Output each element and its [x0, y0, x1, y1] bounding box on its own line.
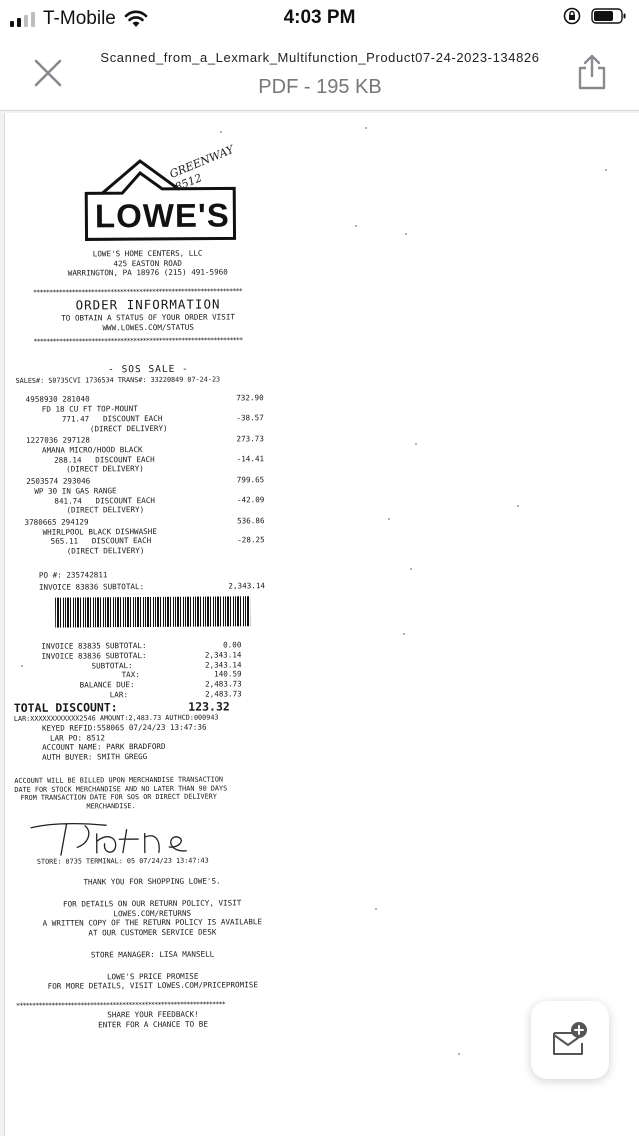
receipt: LOWE'S GREENWAY 8512 LOWE'S HOME CENTERS, LLC 425 EASTON ROAD WARRINGTON, PA 18976 (215) 491-5960 ***************************************************************** ORDER INFORMATION TO OBTAIN A STATUS OF YOUR ORDER VISIT WWW.LOWES.COM/STATUS ***************************************************************** - SOS SALE - SALES#: S0735CVI 1736534 TRANS#: 33220849 07-24-23 4958930 281040 732.90 FD 18 CU FT TOP-MOUNT 771.47 DISCOUNT EACH -38.57 (DIRECT DELIVERY) 1227036 297128 273.73 AMANA MICRO/HOOD BLACK 288.14 DISCOUNT EACH -14.41 (DIRECT DELIVERY) 2503574 293046 799.65 WP 30 IN GAS RANGE 841.74 DISCOUNT EACH -42.09 (DIRECT DELIVERY) 3780665 294129 536.86 WHIRLPOOL BLACK DISHWASHE 565.11 DISCOUNT EACH -28.25 (DIRECT DELIVERY) PO #: 235742811 INVOICE 83836 SUBTOTAL: 2,343.14 INVOICE 83835 SUBTOTAL: 0.00 INVOICE 83836 SUBTOTAL: 2,343.14 SUBTOTAL: 2,343.14 TAX: 140.59 BALANCE DUE: 2,483.73 LAR: 2,483.73 TOTAL DISCOUNT: 123.32 LAR:XXXXXXXXXXXX2546 AMOUNT:2,483.73 AUTHCD:000943 KEYED REFID:558065 07/24/23 13:47:36 LAR PO: 8512 ACCOUNT NAME: PARK BRADFORD AUTH BUYER: SMITH GREGG ACCOUNT WILL BE BILLED UPON MERCHANDISE TRANSACTION DATE FOR STOCK MERCHANDISE AND NO LATER THAN 90 DAYS FROM TRANSACTION DATE FOR SOS OR DIRECT DELIVERY MERCHANDISE. STORE: 0735 TERMINAL: 05 07/24/23 13:47:43 THANK YOU FOR SHOPPING LOWE'S. FOR DETAILS ON OUR RETURN POLICY, VISIT LOWES.COM/RETURNS A WRITTEN COPY OF THE RETURN POLICY IS AVAILABLE AT OUR CUSTOMER SERVICE DESK STORE MANAGER: LISA MANSELL LOWE'S PRICE PROMISE FOR MORE DETAILS, VISIT LOWES.COM/PRICEPROMISE ***************************************************************** SHARE YOUR FEEDBACK! ENTER FOR A CHANCE TO BE [32, 152, 268, 1030]
mail-add-icon [551, 1021, 589, 1059]
close-icon[interactable] [30, 55, 66, 91]
payment-details: LAR:XXXXXXXXXXXX2546 AMOUNT:2,483.73 AUTHCD:000943 KEYED REFID:558065 07/24/23 13:47:36 LAR PO: 8512 ACCOUNT NAME: PARK BRADFORD AUTH BUYER: SMITH GREGG [13, 713, 219, 762]
pdf-page[interactable] [4, 113, 639, 1136]
status-right [563, 7, 627, 25]
return-policy: FOR DETAILS ON OUR RETURN POLICY, VISIT LOWES.COM/RETURNS A WRITTEN COPY OF THE RETURN POLICY IS AVAILABLE AT OUR CUSTOMER SERVICE DESK [42, 898, 263, 938]
lowes-logo [82, 142, 243, 243]
clock: 4:03 PM [283, 7, 356, 28]
po-line: PO #: 235742811 [38, 570, 108, 580]
share-icon[interactable] [575, 52, 609, 92]
invoice-subtotal: INVOICE 83836 SUBTOTAL: 2,343.14 [38, 580, 265, 592]
order-info-title: ORDER INFORMATION [75, 296, 221, 313]
store-manager: STORE MANAGER: LISA MANSELL [90, 949, 215, 960]
line-item: 1227036 297128 273.73 AMANA MICRO/HOOD BLACK 288.14 DISCOUNT EACH -14.41 (DIRECT DELIVERY) [25, 434, 265, 474]
line-items [24, 393, 265, 557]
file-meta: PDF - 195 KB [258, 76, 382, 98]
carrier-label: T-Mobile [43, 8, 116, 29]
totals: INVOICE 83835 SUBTOTAL: 0.00 INVOICE 83836 SUBTOTAL: 2,343.14 SUBTOTAL: 2,343.14 TAX: 140.59 BALANCE DUE: 2,483.73 LAR: 2,483.73 [41, 640, 242, 700]
thank-you: THANK YOU FOR SHOPPING LOWE'S. [83, 876, 221, 887]
total-discount: TOTAL DISCOUNT: 123.32 [13, 699, 230, 715]
divider: ***************************************************************** [33, 335, 243, 346]
divider: ***************************************************************** [32, 287, 242, 297]
line-item: 2503574 293046 799.65 WP 30 IN GAS RANGE 841.74 DISCOUNT EACH -42.09 (DIRECT DELIVERY) [26, 475, 265, 515]
orientation-lock-icon [563, 7, 581, 25]
line-item: 4958930 281040 732.90 FD 18 CU FT TOP-MOUNT 771.47 DISCOUNT EACH -38.57 (DIRECT DELIVERY) [25, 393, 264, 433]
document-header [0, 38, 639, 111]
mail-add-button[interactable] [531, 1001, 609, 1079]
sale-title: - SOS SALE - [108, 363, 189, 375]
divider: ***************************************************************** [15, 1000, 225, 1011]
file-name: Scanned_from_a_Lexmark_Multifunction_Product07-24-2023-134826 [100, 50, 540, 65]
handwritten-note: GREENWAY 8512 [167, 142, 236, 194]
store-terminal: STORE: 0735 TERMINAL: 05 07/24/23 13:47:43 [36, 856, 209, 866]
barcode [55, 597, 250, 628]
logo-text: LOWE'S [94, 196, 230, 235]
store-address: LOWE'S HOME CENTERS, LLC 425 EASTON ROAD WARRINGTON, PA 18976 (215) 491-5960 [67, 248, 228, 279]
line-item: 3780665 294129 536.86 WHIRLPOOL BLACK DISHWASHE 565.11 DISCOUNT EACH -28.25 (DIRECT DELIVERY) [24, 516, 265, 556]
status-bar [0, 0, 639, 38]
battery-icon [591, 7, 627, 25]
sales-line: SALES#: S0735CVI 1736534 TRANS#: 33220849 07-24-23 [15, 375, 221, 385]
feedback: SHARE YOUR FEEDBACK! ENTER FOR A CHANCE TO BE [98, 1009, 208, 1030]
price-promise: LOWE'S PRICE PROMISE FOR MORE DETAILS, VISIT LOWES.COM/PRICEPROMISE [47, 971, 258, 992]
signature [37, 816, 267, 858]
billing-terms: ACCOUNT WILL BE BILLED UPON MERCHANDISE TRANSACTION DATE FOR STOCK MERCHANDISE AND NO LATER THAN 90 DAYS FROM TRANSACTION DATE FOR SOS OR DIRECT DELIVERY MERCHANDISE. [14, 775, 228, 811]
